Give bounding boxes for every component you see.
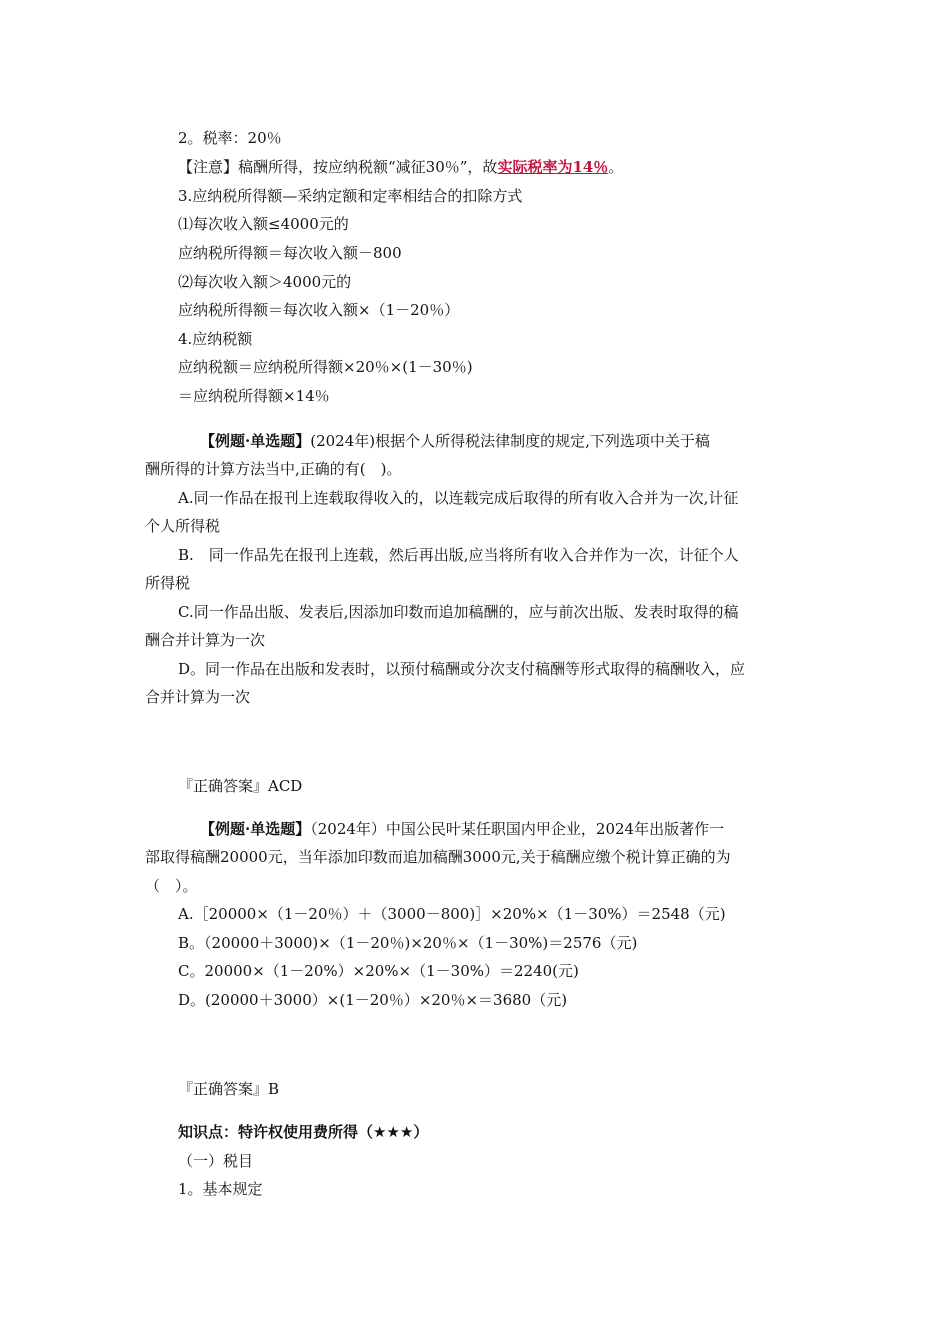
q1-stem-text: (2024年)根据个人所得税法律制度的规定,下列选项中关于稿 [310, 432, 710, 450]
q2-stem-line2: 部取得稿酬20000元，当年添加印数而追加稿酬3000元,关于稿酬应缴个税计算正确的为 [145, 848, 731, 866]
q2-option-b: B。（20000＋3000)×（1－20％)×20％×（1－30%)＝2576（元) [178, 934, 638, 952]
q1-option-c-line1: C.同一作品出版、发表后,因添加印数而追加稿酬的，应与前次出版、发表时取得的稿 [178, 603, 739, 621]
effective-rate-highlight: 实际税率为14％ [497, 158, 609, 176]
q2-stem-text: （2024年）中国公民叶某任职国内甲企业，2024年出版著作一 [310, 820, 725, 838]
q2-option-c: C。20000×（1－20%）×20%×（1－30%）＝2240(元) [178, 962, 579, 980]
q1-answer: 『正确答案』ACD [178, 777, 303, 795]
tax-payable-result: ＝应纳税所得额×14％ [178, 387, 330, 405]
note-end: 。 [608, 158, 624, 176]
q1-option-b-line2: 所得税 [145, 574, 191, 592]
q1-option-d-line2: 合并计算为一次 [145, 688, 251, 706]
q1-option-a-line2: 个人所得税 [145, 517, 221, 535]
q1-stem-line1 [200, 431, 710, 451]
knowledge-point-title: 知识点：特许权使用费所得（★★★） [178, 1123, 429, 1141]
q1-option-b-line1: B. 同一作品先在报刊上连载，然后再出版,应当将所有收入合并作为一次，计征个人 [178, 546, 739, 564]
q2-option-d: D。(20000＋3000）×(1－20％）×20％×＝3680（元) [178, 991, 568, 1009]
q2-tag: 【例题·单选题】 [200, 820, 311, 838]
tax-payable-heading: 4.应纳税额 [178, 330, 253, 348]
tax-rate-line: 2。税率：20％ [178, 129, 282, 147]
q1-option-c-line2: 酬合并计算为一次 [145, 631, 266, 649]
q1-stem-line2: 酬所得的计算方法当中,正确的有( )。 [145, 460, 402, 478]
note-text: 【注意】稿酬所得，按应纳税额“减征30％”，故 [178, 158, 498, 176]
section-subheading: （一）税目 [178, 1152, 254, 1170]
case-2-formula: 应纳税所得额＝每次收入额×（1－20％） [178, 301, 460, 319]
q1-tag: 【例题·单选题】 [200, 432, 311, 450]
note-line [178, 157, 623, 177]
q2-stem-line3: （ ）。 [145, 877, 198, 895]
q2-option-a: A.［20000×（1－20％）＋（3000－800)］×20%×（1－30%）＝2548（元) [178, 905, 726, 923]
taxable-income-heading: 3.应纳税所得额—采纳定额和定率相结合的扣除方式 [178, 187, 523, 205]
q2-answer: 『正确答案』B [178, 1080, 280, 1098]
q2-stem-line1 [200, 819, 724, 839]
case-1-condition: ⑴每次收入额≤4000元的 [178, 215, 349, 233]
basic-rules-heading: 1。基本规定 [178, 1180, 263, 1198]
case-2-condition: ⑵每次收入额＞4000元的 [178, 273, 352, 291]
tax-payable-formula: 应纳税额＝应纳税所得额×20％×(1－30％) [178, 358, 473, 376]
q1-option-a-line1: A.同一作品在报刊上连载取得收入的，以连载完成后取得的所有收入合并为一次,计征 [178, 489, 739, 507]
q1-option-d-line1: D。同一作品在出版和发表时，以预付稿酬或分次支付稿酬等形式取得的稿酬收入，应 [178, 660, 746, 678]
case-1-formula: 应纳税所得额＝每次收入额－800 [178, 244, 402, 262]
